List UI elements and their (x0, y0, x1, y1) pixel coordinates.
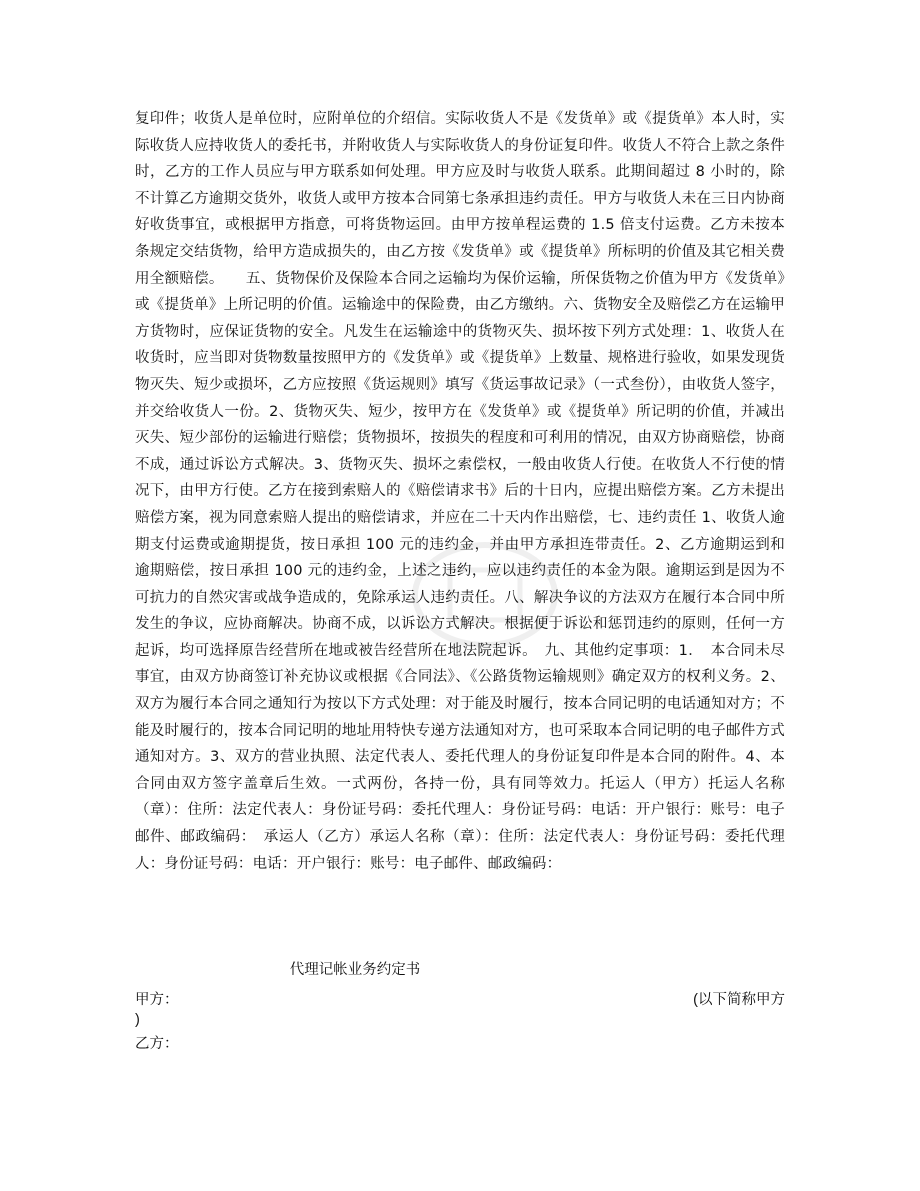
contract-body-text: 复印件；收货人是单位时，应附单位的介绍信。实际收货人不是《发货单》或《提货单》本人时，实际收货人应持收货人的委托书，并附收货人与实际收货人的身份证复印件。收货人不符合上款之条件时，乙方的工作人员应与甲方联系如何处理。甲方应及时与收货人联系。此期间超过 8 小时的，除不计算乙方逾期交货外，收货人或甲方按本合同第七条承担违约责任。甲方与收货人未在三日内协商好收货事宜，或根据甲方指意，可将货物运回。由甲方按单程运费的 1.5 倍支付运费。乙方未按本条规定交结货物，给甲方造成损失的，由乙方按《发货单》或《提货单》所标明的价值及其它相关费用全额赔偿。 五、货物保价及保险本合同之运输均为保价运输，所保货物之价值为甲方《发货单》或《提货单》上所记明的价值。运输途中的保险费，由乙方缴纳。六、货物安全及赔偿乙方在运输甲方货物时，应保证货物的安全。凡发生在运输途中的货物灭失、损坏按下列方式处理：1、收货人在收货时，应当即对货物数量按照甲方的《发货单》或《提货单》上数量、规格进行验收，如果发现货物灭失、短少或损坏，乙方应按照《货运规则》填写《货运事故记录》（一式叁份），由收货人签字，并交给收货人一份。2、货物灭失、短少，按甲方在《发货单》或《提货单》所记明的价值，并减出灭失、短少部份的运输进行赔偿；货物损坏，按损失的程度和可利用的情况，由双方协商赔偿，协商不成，通过诉讼方式解决。3、货物灭失、损坏之索偿权，一般由收货人行使。在收货人不行使的情况下，由甲方行使。乙方在接到索赔人的《赔偿请求书》后的十日内，应提出赔偿方案。乙方未提出赔偿方案，视为同意索赔人提出的赔偿请求，并应在二十天内作出赔偿，七、违约责任 1、收货人逾期支付运费或逾期提货，按日承担 100 元的违约金，并由甲方承担连带责任。2、乙方逾期运到和逾期赔偿，按日承担 100 元的违约金，上述之违约，应以违约责任的本金为限。逾期运到是因为不可抗力的自然灾害或战争造成的，免除承运人违约责任。八、解决争议的方法双方在履行本合同中所发生的争议，应协商解决。协商不成，以诉讼方式解决。根据便于诉讼和惩罚违约的原则，任何一方起诉，均可选择原告经营所在地或被告经营所在地法院起诉。 九、其他约定事项：1． 本合同未尽事宜，由双方协商签订补充协议或根据《合同法》、《公路货物运输规则》确定双方的权利义务。2、双方为履行本合同之通知行为按以下方式处理：对于能及时履行，按本合同记明的电话通知对方；不能及时履行的，按本合同记明的地址用特快专递方法通知对方，也可采取本合同记明的电子邮件方式通知对方。3、双方的营业执照、法定代表人、委托代理人的身份证复印件是本合同的附件。4、本合同由双方签字盖章后生效。一式两份，各持一份，具有同等效力。托运人（甲方）托运人名称（章）：住所：法定代表人：身份证号码：委托代理人：身份证号码：电话：开户银行：账号：电子邮件、邮政编码： 承运人（乙方）承运人名称（章）：住所：法定代表人：身份证号码：委托代理人：身份证号码：电话：开户银行：账号：电子邮件、邮政编码： (135, 111, 785, 872)
party-a-label: 甲方： (135, 992, 179, 1008)
document-title: 代理记帐业务约定书 (289, 962, 421, 978)
party-a-abbreviation-note: (以下简称甲方 (693, 992, 785, 1008)
party-a-line (135, 989, 785, 1028)
party-a-abbreviation-close: ) (135, 1012, 140, 1028)
party-b-label: 乙方： (135, 1036, 179, 1052)
party-b-line (135, 1033, 785, 1055)
